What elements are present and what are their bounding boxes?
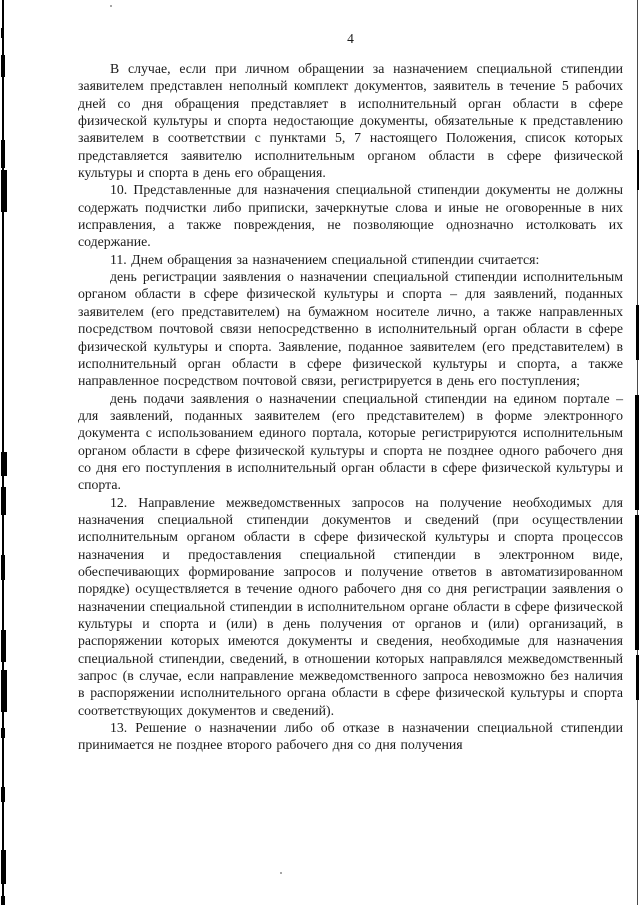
scan-artifact (1, 787, 5, 802)
paragraph: 10. Представленные для назначения специальной стипендии документы не должны содержать подчистки либо приписки, зачеркнутые слова и иные не оговоренные в них исправления, а также повреждения, не позволяющие однозначно истолковать их содержание. (78, 182, 623, 250)
page-number: 4 (347, 31, 354, 46)
scan-artifact (637, 150, 639, 190)
scan-speck (280, 872, 282, 874)
document-text (78, 60, 623, 754)
scan-artifact (1, 170, 7, 212)
paragraph: В случае, если при личном обращении за назначением специальной стипендии заявителем представлен неполный комплект документов, заявитель в течение 5 рабочих дней со дня обращения представляет в исполнительный орган области в сфере физической культуры и спорта недостающие документы, обязательные к представлению заявителем в соответствии с пунктами 5, 7 настоящего Положения, список которых представляется заявителю исполнительным органом области в сфере физической культуры и спорта в день его обращения. (78, 61, 623, 181)
scan-artifact (635, 395, 639, 510)
scan-artifact (636, 305, 639, 360)
scan-artifact (1, 452, 7, 476)
scan-artifact (635, 515, 639, 650)
paragraph: день регистрации заявления о назначении специальной стипендии исполнительным органом области в сфере физической культуры и спорта – для заявлений, поданных заявителем (его представителем) на бумажном носителе лично, а также направленных посредством почтовой связи непосредственно в исполнительный орган области в сфере физической культуры и спорта. Заявление, поданное заявителем (его представителем) в исполнительный орган области в сфере физической культуры и спорта, а также направленное посредством почтовой связи, регистрируется в день его поступления; (78, 269, 623, 389)
scan-artifact (1, 55, 5, 77)
paragraph: 12. Направление межведомственных запросов на получение необходимых для назначения специальной стипендии документов и сведений (при осуществлении исполнительным органом области в сфере физической культуры и спорта процессов назначения и предоставления специальной стипендии в электронном виде, обеспечивающих формирование запросов и получение ответов в автоматизированном порядке) осуществляется в течение одного рабочего дня со дня регистрации заявления о назначении специальной стипендии в исполнительном органе области в сфере физической культуры и спорта и (или) в день получения от органов и (или) организаций, в распоряжении которых имеются документы и сведения, необходимые для назначения специальной стипендии, сведений, в отношении которых направлялся межведомственный запрос (в случае, если направление межведомственного запроса невозможно без наличия в распоряжении исполнительного органа области в сфере физической культуры и спорта соответствующих документов и сведений). (78, 494, 623, 718)
scan-artifact (1, 850, 6, 884)
paragraph: 13. Решение о назначении либо об отказе в назначении специальной стипендии принимается не позднее второго рабочего дня со дня получения (78, 720, 623, 753)
scan-artifact (1, 896, 5, 905)
scan-artifact (636, 655, 639, 700)
scan-artifact (1, 670, 7, 712)
scan-artifact (1, 728, 5, 738)
scan-artifact (1, 28, 4, 38)
scan-artifact (1, 630, 6, 662)
scan-artifact (1, 140, 5, 168)
scan-artifact (1, 555, 5, 580)
paragraph: день подачи заявления о назначении специальной стипендии на едином портале – для заявлений, поданных заявителем (его представителем) в форме электронного документа с использованием единого портала, которые регистрируются исполнительным органом области в сфере физической культуры и спорта не позднее одного рабочего дня со дня его поступления в исполнительный орган области в сфере физической культуры и спорта. (78, 390, 623, 493)
scan-artifact (1, 487, 6, 515)
scan-speck (110, 5, 112, 7)
paragraph: 11. Днем обращения за назначением специальной стипендии считается: (110, 251, 540, 267)
